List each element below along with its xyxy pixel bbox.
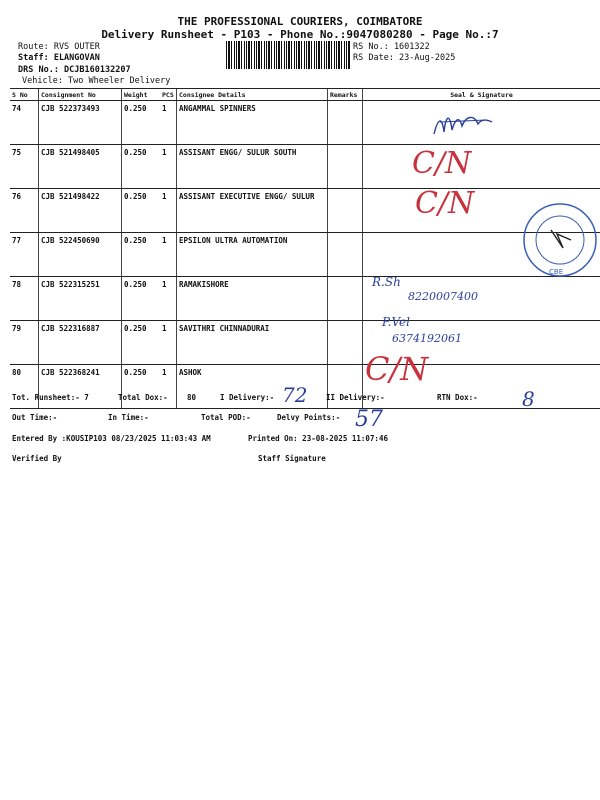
col-signature: Seal & Signature	[363, 89, 600, 101]
cell-weight: 0.250	[122, 233, 161, 277]
cell-weight: 0.250	[122, 277, 161, 321]
svg-text:C/N: C/N	[365, 350, 429, 388]
cell-pcs: 1	[160, 189, 177, 233]
rs-number: RS No.: 1601322	[353, 42, 430, 52]
table-header-row	[10, 89, 600, 101]
in-time-label: In Time:-	[108, 413, 149, 422]
company-seal-row77	[515, 200, 600, 282]
col-consignment: Consignment No	[39, 89, 122, 101]
first-delivery-handwritten	[282, 384, 326, 406]
svg-text:CBE: CBE	[549, 268, 564, 276]
col-pcs: PCS	[160, 89, 177, 101]
drs-label: DRS No.: DCJB160132207	[18, 65, 131, 75]
cell-sno: 80	[10, 365, 39, 409]
cell-consignee: SAVITHRI CHINNADURAI	[177, 321, 328, 365]
table-row	[10, 101, 600, 145]
cn-mark-row80	[365, 350, 455, 386]
svg-text:C/N: C/N	[412, 146, 472, 181]
cell-consignment: CJB 522450690	[39, 233, 122, 277]
printed-on: Printed On: 23-08-2025 11:07:46	[248, 434, 388, 443]
table-row	[10, 189, 600, 233]
cell-weight: 0.250	[122, 145, 161, 189]
delivery-points-handwritten	[355, 404, 395, 430]
cell-consignee: EPSILON ULTRA AUTOMATION	[177, 233, 328, 277]
verified-by: Verified By	[12, 454, 62, 463]
svg-text:6374192061: 6374192061	[392, 332, 462, 345]
cell-remarks	[328, 277, 363, 321]
cell-remarks	[328, 233, 363, 277]
cell-consignee: RAMAKISHORE	[177, 277, 328, 321]
cell-remarks	[328, 101, 363, 145]
company-title: THE PROFESSIONAL COURIERS, COIMBATORE	[177, 15, 423, 28]
cell-remarks	[328, 189, 363, 233]
cell-weight: 0.250	[122, 189, 161, 233]
svg-text:72: 72	[282, 383, 308, 407]
ii-delivery-label: II Delivery:-	[326, 393, 385, 402]
col-remarks: Remarks	[328, 89, 363, 101]
col-sno: S No	[10, 89, 39, 101]
total-pod-label: Total POD:-	[201, 413, 251, 422]
staff-signature: Staff Signature	[258, 454, 326, 463]
cell-consignment: CJB 522316887	[39, 321, 122, 365]
vehicle-label: Vehicle: Two Wheeler Delivery	[22, 76, 171, 86]
col-consignee: Consignee Details	[177, 89, 328, 101]
entered-by: Entered By :KOUSIP103 08/23/2025 11:03:43 AM	[12, 434, 211, 443]
handwritten-row78	[372, 272, 502, 304]
cell-weight: 0.250	[122, 101, 161, 145]
cell-sno: 79	[10, 321, 39, 365]
total-dox-value: 80	[187, 393, 197, 402]
out-time-label: Out Time:-	[12, 413, 58, 422]
table-row	[10, 145, 600, 189]
cell-consignee: ASSISANT ENGG/ SULUR SOUTH	[177, 145, 328, 189]
cell-sno: 77	[10, 233, 39, 277]
table-row	[10, 233, 600, 277]
cell-pcs: 1	[160, 233, 177, 277]
svg-text:R.Sh: R.Sh	[372, 275, 401, 289]
handwritten-row79	[382, 312, 502, 348]
cn-mark-row76	[415, 185, 495, 219]
cell-consignee: ASHOK	[177, 365, 328, 409]
cell-consignment: CJB 522373493	[39, 101, 122, 145]
table-row	[10, 321, 600, 365]
cell-weight: 0.250	[122, 321, 161, 365]
svg-text:8220007400: 8220007400	[408, 290, 478, 303]
svg-text:C/N: C/N	[415, 186, 475, 221]
svg-text:P.Vel: P.Vel	[382, 315, 410, 329]
delivery-points-label: Delvy Points:-	[277, 413, 341, 422]
col-weight: Weight	[122, 89, 161, 101]
cell-weight: 0.250	[122, 365, 161, 409]
total-dox-label: Total Dox:-	[118, 393, 168, 402]
cell-pcs: 1	[160, 321, 177, 365]
cell-consignee: ANGAMMAL SPINNERS	[177, 101, 328, 145]
cell-sno: 78	[10, 277, 39, 321]
cell-remarks	[328, 145, 363, 189]
cell-remarks	[328, 321, 363, 365]
cell-pcs: 1	[160, 365, 177, 409]
staff-label: Staff: ELANGOVAN	[18, 53, 100, 63]
cell-sno: 76	[10, 189, 39, 233]
tot-runsheet: Tot. Runsheet:- 7	[12, 393, 89, 402]
rs-date: RS Date: 23-Aug-2025	[353, 53, 456, 63]
runsheet-table	[10, 88, 600, 409]
cell-sno: 74	[10, 101, 39, 145]
signature-row74	[430, 108, 500, 140]
runsheet-subtitle: Delivery Runsheet - P103 - Phone No.:9047080280 - Page No.:7	[101, 28, 499, 41]
svg-text:8: 8	[522, 387, 535, 411]
cell-consignment: CJB 521498405	[39, 145, 122, 189]
cell-sno: 75	[10, 145, 39, 189]
i-delivery-label: I Delivery:-	[220, 393, 275, 402]
svg-text:57: 57	[355, 407, 383, 432]
cell-pcs: 1	[160, 145, 177, 189]
cell-pcs: 1	[160, 277, 177, 321]
rtn-dox-label: RTN Dox:-	[437, 393, 478, 402]
cell-consignment: CJB 522315251	[39, 277, 122, 321]
cell-consignment: CJB 521498422	[39, 189, 122, 233]
cell-consignment: CJB 522368241	[39, 365, 122, 409]
cell-pcs: 1	[160, 101, 177, 145]
table-row	[10, 277, 600, 321]
rtn-dox-handwritten	[520, 386, 546, 412]
cn-mark-row75	[412, 145, 492, 179]
cell-consignee: ASSISANT EXECUTIVE ENGG/ SULUR	[177, 189, 328, 233]
route-label: Route: RVS OUTER	[18, 42, 100, 52]
barcode	[226, 41, 350, 69]
